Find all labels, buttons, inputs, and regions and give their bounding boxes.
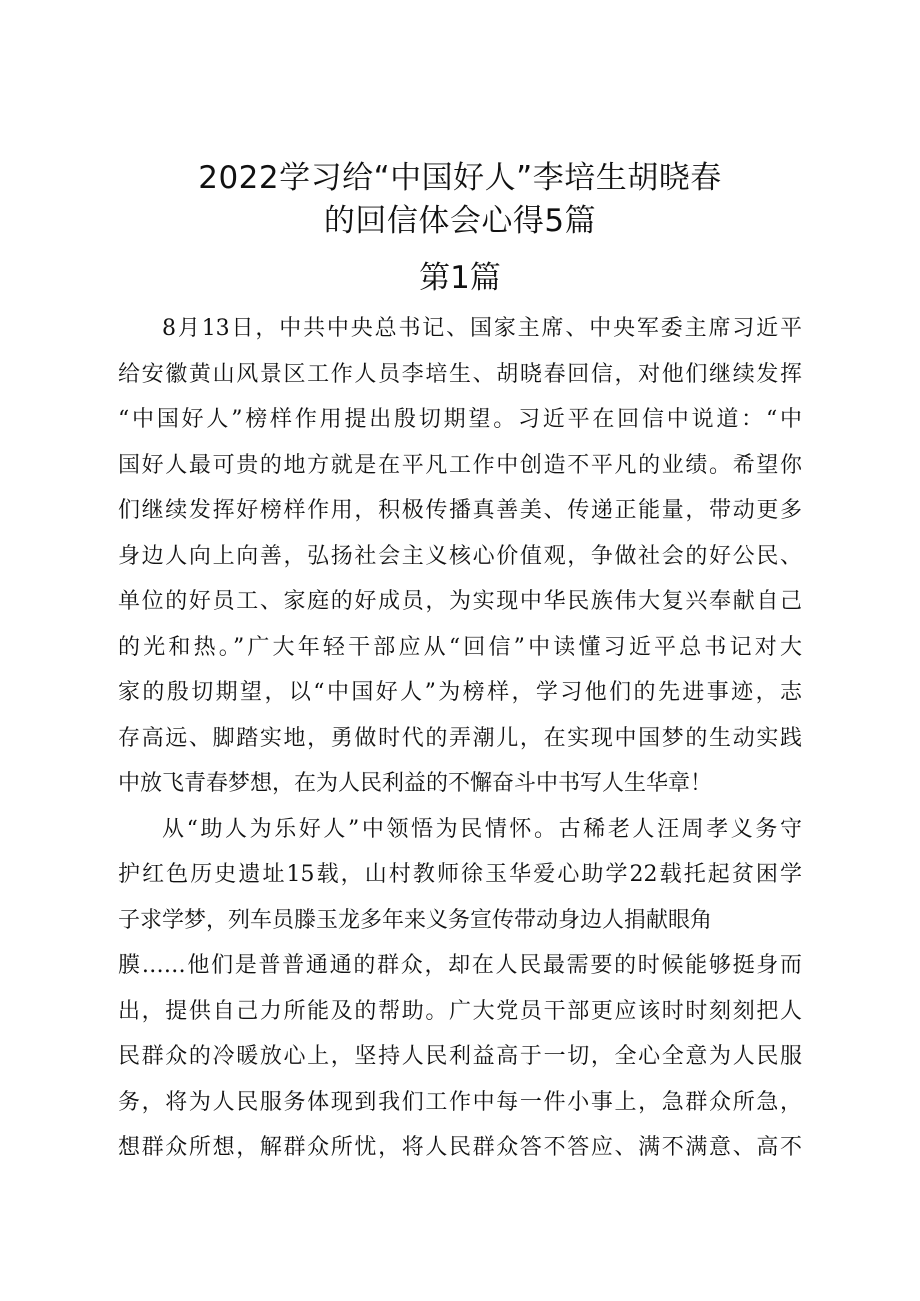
paragraph-line: 的光和热。”广大年轻干部应从“回信”中读懂习近平总书记对大 — [118, 634, 802, 660]
paragraph-line: 家的殷切期望，以“中国好人”为榜样，学习他们的先进事迹，志 — [118, 680, 802, 705]
paragraph-line: 中放飞青春梦想，在为人民利益的不懈奋斗中书写人生华章！ — [118, 771, 713, 796]
paragraph-line: 想群众所想，解群众所忧，将人民群众答不答应、满不满意、高不 — [118, 1135, 802, 1160]
section-heading: 第1篇 — [419, 260, 501, 296]
paragraph-line: 护红色历史遗址15载，山村教师徐玉华爱心助学22载托起贫困学 — [118, 862, 802, 887]
paragraph-line: “中国好人”榜样作用提出殷切期望。习近平在回信中说道：“中 — [118, 407, 802, 432]
paragraph-line: 民群众的冷暖放心上，坚持人民利益高于一切，全心全意为人民服 — [118, 1044, 802, 1069]
paragraph-line: 国好人最可贵的地方就是在平凡工作中创造不平凡的业绩。希望你 — [118, 452, 802, 478]
document-title-line-2: 的回信体会心得5篇 — [323, 203, 597, 239]
paragraph-line: 出，提供自己力所能及的帮助。广大党员干部更应该时时刻刻把人 — [118, 998, 802, 1024]
document-title-line-1: 2022学习给“中国好人”李培生胡晓春 — [198, 160, 722, 196]
paragraph-line: 8月13日，中共中央总书记、国家主席、中央军委主席习近平 — [162, 316, 802, 341]
paragraph-line: 膜……他们是普普通通的群众，却在人民最需要的时候能够挺身而 — [118, 953, 802, 978]
paragraph-2 — [118, 807, 802, 1171]
paragraph-line: 给安徽黄山风景区工作人员李培生、胡晓春回信，对他们继续发挥 — [118, 361, 802, 387]
paragraph-line: 们继续发挥好榜样作用，积极传播真善美、传递正能量，带动更多 — [118, 498, 802, 523]
paragraph-line: 从“助人为乐好人”中领悟为民情怀。古稀老人汪周孝义务守 — [162, 816, 802, 842]
paragraph-line: 单位的好员工、家庭的好成员，为实现中华民族伟大复兴奉献自己 — [118, 589, 802, 614]
paragraph-line: 存高远、脚踏实地，勇做时代的弄潮儿，在实现中国梦的生动实践 — [118, 725, 802, 751]
paragraph-line: 子求学梦，列车员滕玉龙多年来义务宣传带动身边人捐献眼角 — [118, 907, 713, 933]
paragraph-1 — [118, 306, 802, 807]
paragraph-line: 身边人向上向善，弘扬社会主义核心价值观，争做社会的好公民、 — [118, 543, 802, 569]
body-text — [118, 306, 802, 1171]
paragraph-line: 务，将为人民服务体现到我们工作中每一件小事上，急群众所急， — [118, 1089, 802, 1115]
